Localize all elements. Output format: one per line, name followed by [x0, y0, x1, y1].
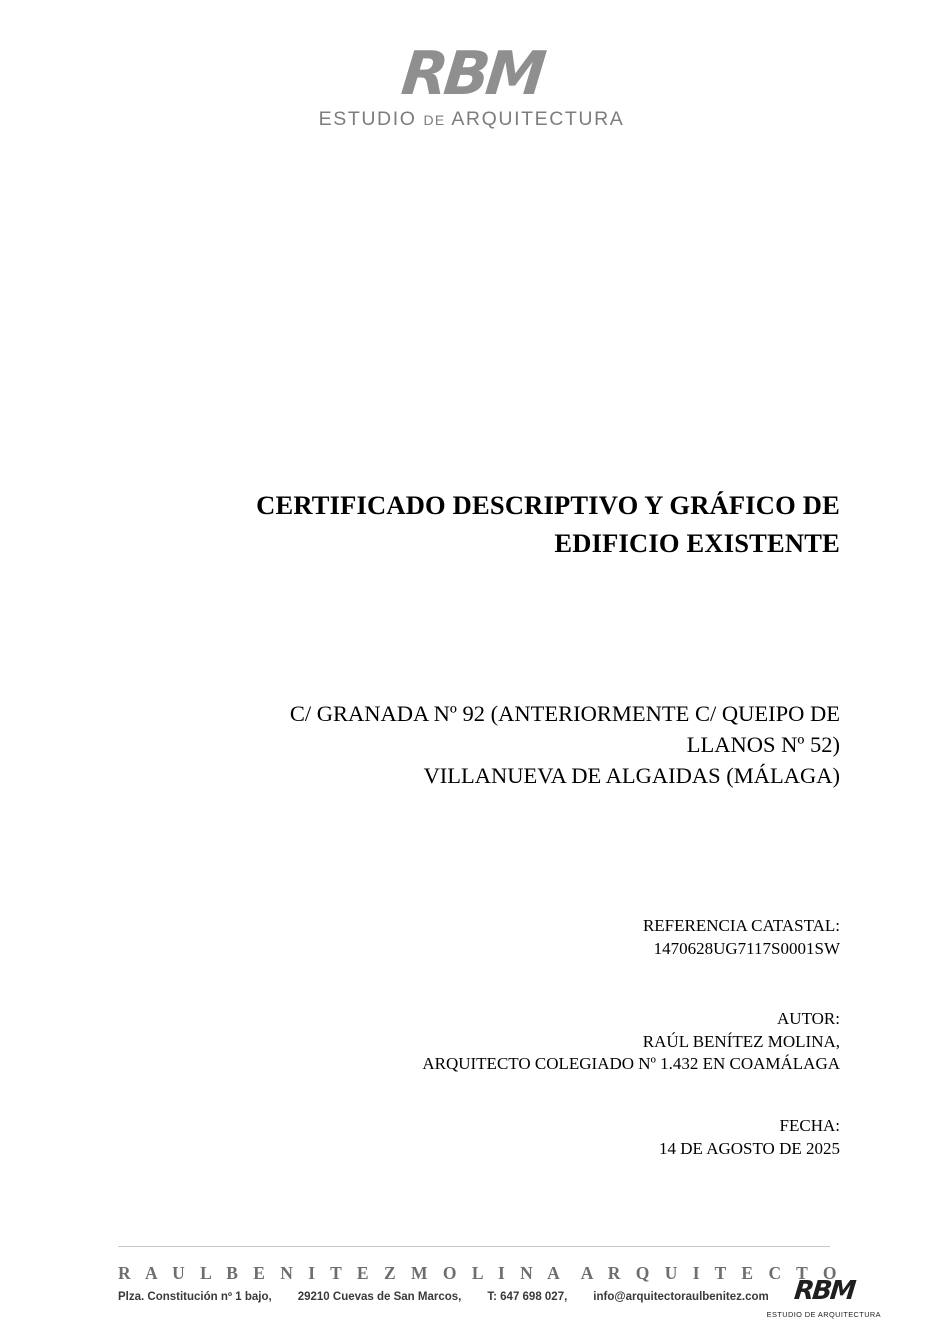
logo-tagline [0, 108, 943, 131]
footer-architect-name: R A U L B E N I T E Z M O L I N A [118, 1263, 566, 1283]
author-name: RAÚL BENÍTEZ MOLINA, [642, 1031, 840, 1051]
page-title-line-1: CERTIFICADO DESCRIPTIVO Y GRÁFICO DE [256, 490, 840, 520]
author-label: AUTOR: [777, 1009, 840, 1028]
property-address [120, 698, 840, 791]
logo-tagline-estudio: ESTUDIO [318, 108, 417, 130]
rbm-footer-logo-icon: RBM [792, 1276, 856, 1306]
logo-tagline-arquitectura: ARQUITECTURA [451, 108, 625, 130]
date-block [120, 1115, 840, 1160]
footer-address: Plza. Constitución nº 1 bajo, [118, 1291, 272, 1303]
property-address-line-1: C/ GRANADA Nº 92 (ANTERIORMENTE C/ QUEIPO DE [289, 701, 840, 726]
footer-identity [118, 1263, 842, 1284]
footer-email[interactable]: info@arquitectoraulbenitez.com [593, 1291, 769, 1303]
footer-contact [118, 1291, 842, 1303]
cadastral-reference-label: REFERENCIA CATASTAL: [642, 916, 840, 935]
logo-tagline-de: DE [423, 112, 446, 128]
cadastral-reference-value: 1470628UG7117S0001SW [653, 938, 840, 958]
footer-logo-tagline: ESTUDIO DE ARQUITECTURA [766, 1310, 881, 1319]
header-logo [0, 39, 943, 131]
footer-phone: T: 647 698 027, [487, 1291, 568, 1303]
footer-logo [767, 1278, 881, 1322]
author-role: ARQUITECTO COLEGIADO Nº 1.432 EN COAMÁLAGA [422, 1054, 840, 1074]
page-title [120, 487, 840, 562]
page-title-line-2: EDIFICIO EXISTENTE [554, 527, 840, 558]
footer-city: 29210 Cuevas de San Marcos, [297, 1291, 462, 1303]
author-block [120, 1008, 840, 1076]
date-label: FECHA: [779, 1116, 840, 1135]
footer-divider [118, 1246, 830, 1247]
footer-architect-role: A R Q U I T E C T O [580, 1263, 842, 1283]
property-address-line-3: VILLANUEVA DE ALGAIDAS (MÁLAGA) [423, 763, 840, 789]
cadastral-reference-block [120, 915, 840, 960]
rbm-logo-icon: RBM [397, 39, 545, 109]
date-value: 14 DE AGOSTO DE 2025 [658, 1138, 840, 1158]
property-address-line-2: LLANOS Nº 52) [686, 732, 840, 758]
